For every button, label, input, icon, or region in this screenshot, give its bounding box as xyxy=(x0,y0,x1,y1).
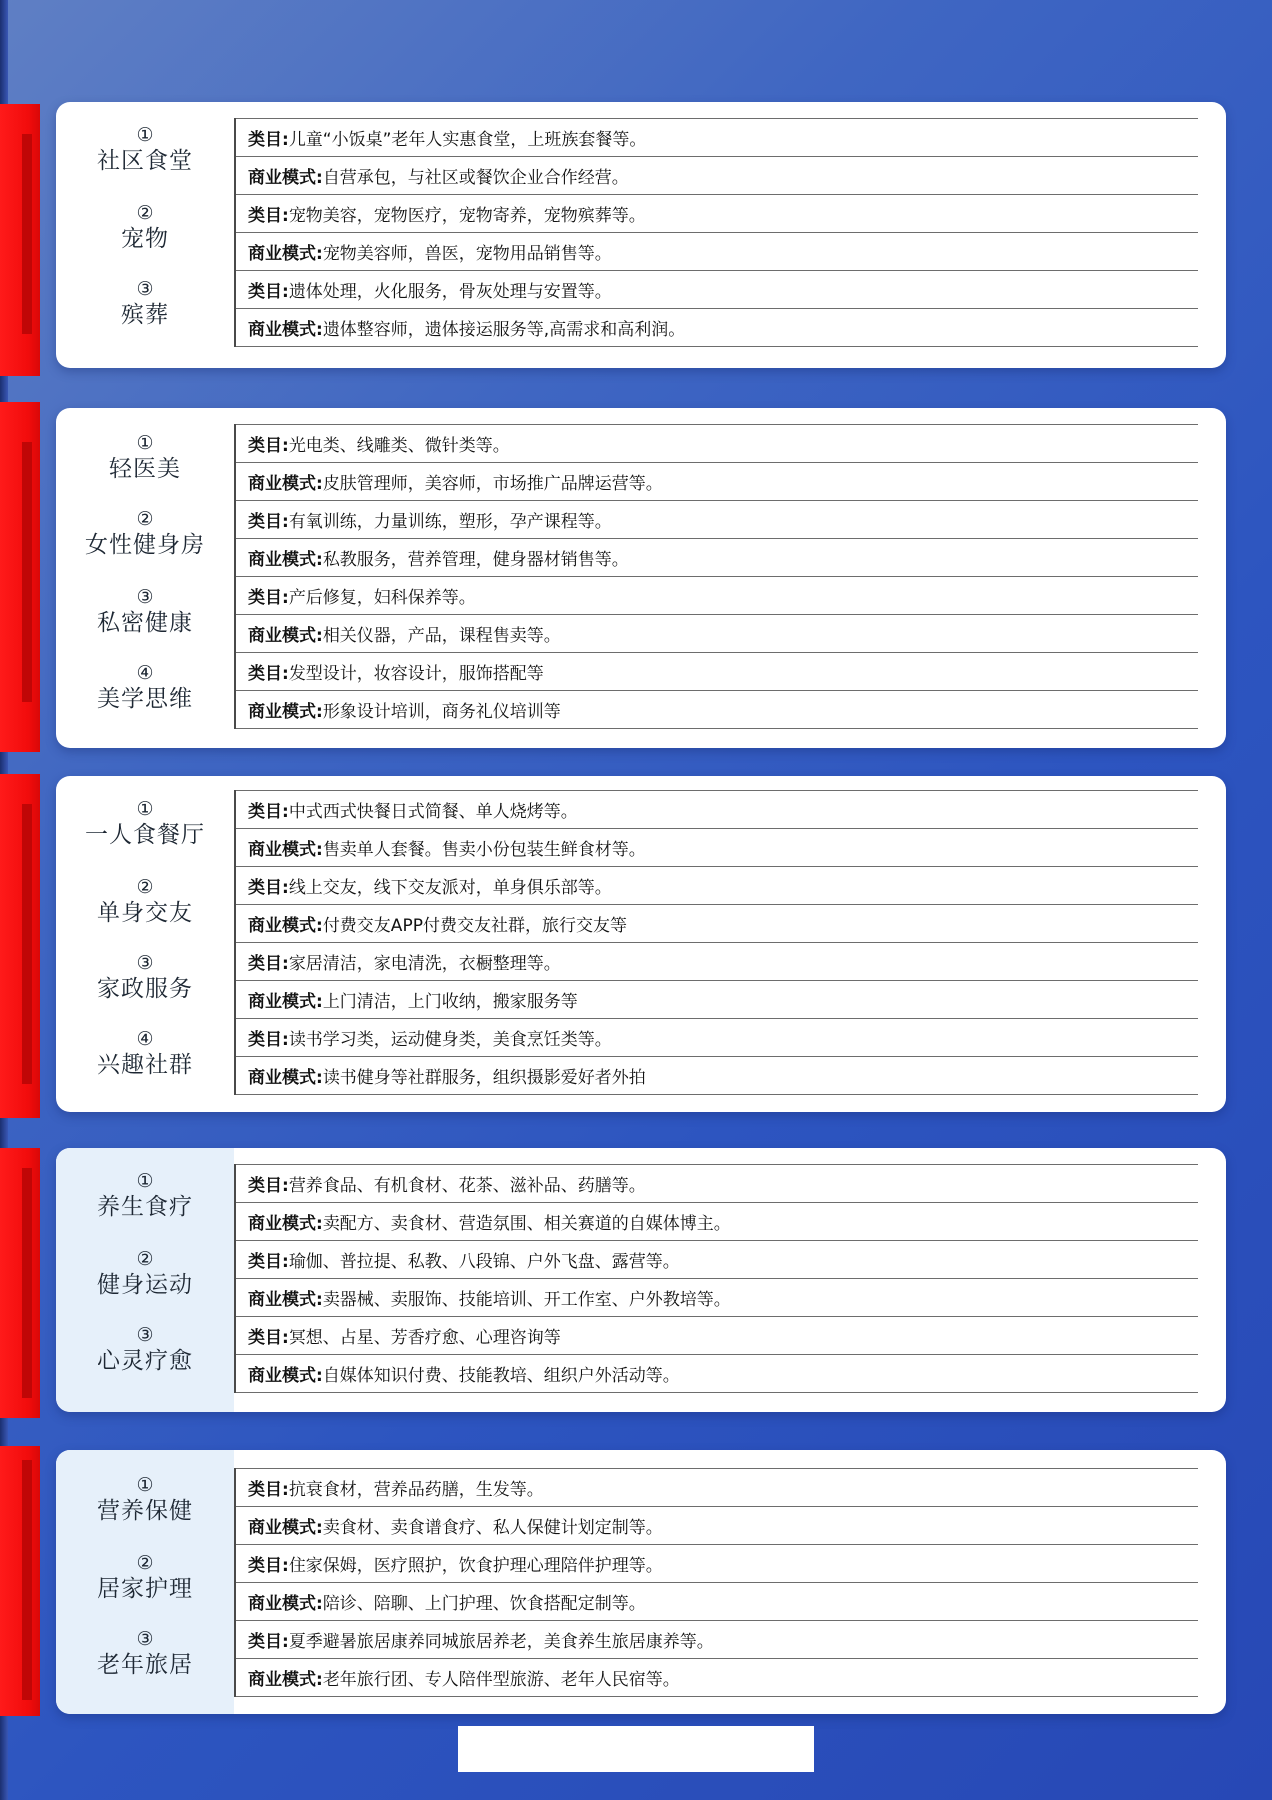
detail-row xyxy=(236,233,1198,271)
category-name: 健身运动 xyxy=(97,1272,193,1298)
detail-row xyxy=(236,1355,1198,1393)
category-item xyxy=(56,1474,234,1526)
detail-row xyxy=(236,1621,1198,1659)
detail-row xyxy=(236,539,1198,577)
row-text: 抗衰食材，营养品药膳，生发等。 xyxy=(288,1480,544,1500)
category-number: ② xyxy=(136,1552,154,1574)
category-name: 老年旅居 xyxy=(97,1652,193,1678)
row-label: 商业模式: xyxy=(248,840,323,860)
category-number: ② xyxy=(136,508,154,530)
row-text: 卖食材、卖食谱食疗、私人保健计划定制等。 xyxy=(322,1518,663,1538)
detail-table xyxy=(234,1164,1198,1393)
row-label: 类目: xyxy=(248,1030,289,1050)
detail-table xyxy=(234,790,1198,1095)
row-text: 宠物美容，宠物医疗，宠物寄养，宠物殡葬等。 xyxy=(288,206,646,226)
detail-row xyxy=(236,157,1198,195)
detail-row xyxy=(236,1019,1198,1057)
row-label: 商业模式: xyxy=(248,320,323,340)
row-text: 中式西式快餐日式简餐、单人烧烤等。 xyxy=(288,802,578,822)
section-1-red-tab xyxy=(0,104,40,376)
category-column xyxy=(56,1148,234,1412)
section-card-5 xyxy=(56,1450,1226,1714)
row-text: 老年旅行团、专人陪伴型旅游、老年人民宿等。 xyxy=(322,1670,680,1690)
detail-row xyxy=(236,463,1198,501)
section-card-2 xyxy=(56,408,1226,748)
category-number: ② xyxy=(136,1248,154,1270)
category-number: ③ xyxy=(136,278,154,300)
row-label: 类目: xyxy=(248,1556,289,1576)
category-number: ④ xyxy=(136,1028,154,1050)
detail-row xyxy=(236,653,1198,691)
category-name: 养生食疗 xyxy=(97,1194,193,1220)
section-4-red-tab xyxy=(0,1148,40,1418)
row-text: 付费交友APP付费交友社群，旅行交友等 xyxy=(322,916,627,936)
row-label: 类目: xyxy=(248,1176,289,1196)
row-label: 商业模式: xyxy=(248,244,323,264)
detail-table xyxy=(234,1468,1198,1697)
row-label: 商业模式: xyxy=(248,916,323,936)
row-text: 自媒体知识付费、技能教培、组织户外活动等。 xyxy=(322,1366,680,1386)
detail-row xyxy=(236,1659,1198,1697)
row-text: 上门清洁，上门收纳，搬家服务等 xyxy=(322,992,578,1012)
row-text: 售卖单人套餐。售卖小份包装生鲜食材等。 xyxy=(322,840,646,860)
category-item xyxy=(56,952,234,1004)
row-label: 类目: xyxy=(248,436,289,456)
detail-row xyxy=(236,1545,1198,1583)
detail-row xyxy=(236,1317,1198,1355)
category-number: ① xyxy=(136,432,154,454)
category-number: ① xyxy=(136,124,154,146)
detail-row xyxy=(236,1241,1198,1279)
category-item xyxy=(56,124,234,176)
category-name: 兴趣社群 xyxy=(97,1052,193,1078)
detail-row xyxy=(236,1203,1198,1241)
row-text: 私教服务，营养管理，健身器材销售等。 xyxy=(322,550,629,570)
category-column xyxy=(56,1450,234,1714)
category-name: 女性健身房 xyxy=(85,532,205,558)
row-label: 商业模式: xyxy=(248,474,323,494)
row-text: 卖配方、卖食材、营造氛围、相关赛道的自媒体博主。 xyxy=(322,1214,731,1234)
row-label: 商业模式: xyxy=(248,1290,323,1310)
row-text: 夏季避暑旅居康养同城旅居养老，美食养生旅居康养等。 xyxy=(288,1632,714,1652)
detail-row xyxy=(236,691,1198,729)
row-label: 商业模式: xyxy=(248,1670,323,1690)
category-name: 一人食餐厅 xyxy=(85,822,205,848)
section-card-3 xyxy=(56,776,1226,1112)
category-item xyxy=(56,662,234,714)
category-item xyxy=(56,798,234,850)
category-number: ② xyxy=(136,876,154,898)
detail-row xyxy=(236,1057,1198,1095)
row-text: 遗体处理，火化服务，骨灰处理与安置等。 xyxy=(288,282,612,302)
row-label: 商业模式: xyxy=(248,626,323,646)
row-text: 宠物美容师，兽医，宠物用品销售等。 xyxy=(322,244,612,264)
category-name: 美学思维 xyxy=(97,686,193,712)
category-name: 社区食堂 xyxy=(97,148,193,174)
detail-row xyxy=(236,905,1198,943)
detail-row xyxy=(236,1507,1198,1545)
row-label: 商业模式: xyxy=(248,1518,323,1538)
category-number: ① xyxy=(136,1474,154,1496)
category-name: 家政服务 xyxy=(97,976,193,1002)
row-label: 商业模式: xyxy=(248,1214,323,1234)
category-number: ④ xyxy=(136,662,154,684)
row-text: 陪诊、陪聊、上门护理、饮食搭配定制等。 xyxy=(322,1594,646,1614)
category-item xyxy=(56,432,234,484)
category-item xyxy=(56,876,234,928)
detail-row xyxy=(236,943,1198,981)
category-item xyxy=(56,1028,234,1080)
row-label: 类目: xyxy=(248,588,289,608)
category-number: ① xyxy=(136,1170,154,1192)
row-text: 发型设计，妆容设计，服饰搭配等 xyxy=(288,664,544,684)
row-label: 类目: xyxy=(248,954,289,974)
category-item xyxy=(56,1248,234,1300)
category-name: 私密健康 xyxy=(97,610,193,636)
category-item xyxy=(56,1552,234,1604)
row-text: 读书学习类，运动健身类，美食烹饪类等。 xyxy=(288,1030,612,1050)
row-text: 线上交友，线下交友派对，单身俱乐部等。 xyxy=(288,878,612,898)
row-label: 商业模式: xyxy=(248,702,323,722)
row-text: 儿童“小饭桌”老年人实惠食堂，上班族套餐等。 xyxy=(288,130,647,150)
row-text: 产后修复，妇科保养等。 xyxy=(288,588,476,608)
row-label: 类目: xyxy=(248,282,289,302)
row-label: 类目: xyxy=(248,1632,289,1652)
detail-row xyxy=(236,1583,1198,1621)
row-label: 类目: xyxy=(248,1480,289,1500)
detail-table xyxy=(234,424,1198,729)
row-text: 皮肤管理师，美容师，市场推广品牌运营等。 xyxy=(322,474,663,494)
row-label: 商业模式: xyxy=(248,1594,323,1614)
category-number: ③ xyxy=(136,1324,154,1346)
row-label: 类目: xyxy=(248,130,289,150)
detail-row xyxy=(236,981,1198,1019)
row-text: 家居清洁，家电清洗，衣橱整理等。 xyxy=(288,954,561,974)
row-label: 类目: xyxy=(248,664,289,684)
detail-row xyxy=(236,867,1198,905)
detail-row xyxy=(236,118,1198,157)
row-label: 商业模式: xyxy=(248,168,323,188)
row-text: 遗体整容师，遗体接运服务等,高需求和高利润。 xyxy=(322,320,686,340)
row-label: 商业模式: xyxy=(248,1366,323,1386)
section-3-red-tab xyxy=(0,774,40,1118)
category-name: 居家护理 xyxy=(97,1576,193,1602)
detail-row xyxy=(236,501,1198,539)
category-item xyxy=(56,508,234,560)
category-item xyxy=(56,202,234,254)
detail-row xyxy=(236,271,1198,309)
category-item xyxy=(56,1628,234,1680)
detail-row xyxy=(236,615,1198,653)
category-name: 营养保健 xyxy=(97,1498,193,1524)
row-label: 类目: xyxy=(248,1328,289,1348)
row-text: 读书健身等社群服务，组织摄影爱好者外拍 xyxy=(322,1068,646,1088)
detail-row xyxy=(236,424,1198,463)
category-name: 单身交友 xyxy=(97,900,193,926)
detail-table xyxy=(234,118,1198,347)
category-number: ③ xyxy=(136,1628,154,1650)
section-5-red-tab xyxy=(0,1446,40,1716)
category-number: ③ xyxy=(136,586,154,608)
category-name: 宠物 xyxy=(121,226,169,252)
detail-row xyxy=(236,1164,1198,1203)
category-number: ② xyxy=(136,202,154,224)
category-number: ③ xyxy=(136,952,154,974)
row-label: 商业模式: xyxy=(248,992,323,1012)
row-text: 瑜伽、普拉提、私教、八段锦、户外飞盘、露营等。 xyxy=(288,1252,680,1272)
category-name: 殡葬 xyxy=(121,302,169,328)
category-item xyxy=(56,1170,234,1222)
category-number: ① xyxy=(136,798,154,820)
detail-row xyxy=(236,790,1198,829)
row-text: 卖器械、卖服饰、技能培训、开工作室、户外教培等。 xyxy=(322,1290,731,1310)
row-text: 营养食品、有机食材、花茶、滋补品、药膳等。 xyxy=(288,1176,646,1196)
category-name: 轻医美 xyxy=(109,456,181,482)
row-text: 自营承包，与社区或餐饮企业合作经营。 xyxy=(322,168,629,188)
row-text: 光电类、线雕类、微针类等。 xyxy=(288,436,510,456)
row-label: 类目: xyxy=(248,878,289,898)
section-2-red-tab xyxy=(0,402,40,752)
detail-row xyxy=(236,1468,1198,1507)
detail-row xyxy=(236,829,1198,867)
row-label: 类目: xyxy=(248,206,289,226)
section-card-4 xyxy=(56,1148,1226,1412)
detail-row xyxy=(236,577,1198,615)
category-column xyxy=(56,776,234,1112)
row-text: 形象设计培训，商务礼仪培训等 xyxy=(322,702,561,722)
section-card-1 xyxy=(56,102,1226,368)
row-label: 商业模式: xyxy=(248,1068,323,1088)
category-item xyxy=(56,1324,234,1376)
detail-row xyxy=(236,195,1198,233)
category-name: 心灵疗愈 xyxy=(97,1348,193,1374)
category-column xyxy=(56,408,234,748)
category-item xyxy=(56,586,234,638)
footer-blank-box xyxy=(458,1726,814,1772)
row-text: 有氧训练，力量训练，塑形，孕产课程等。 xyxy=(288,512,612,532)
row-label: 类目: xyxy=(248,1252,289,1272)
row-text: 住家保姆，医疗照护，饮食护理心理陪伴护理等。 xyxy=(288,1556,663,1576)
row-label: 类目: xyxy=(248,802,289,822)
category-column xyxy=(56,102,234,368)
row-label: 商业模式: xyxy=(248,550,323,570)
category-item xyxy=(56,278,234,330)
detail-row xyxy=(236,309,1198,347)
detail-row xyxy=(236,1279,1198,1317)
row-text: 冥想、占星、芳香疗愈、心理咨询等 xyxy=(288,1328,561,1348)
row-label: 类目: xyxy=(248,512,289,532)
row-text: 相关仪器，产品，课程售卖等。 xyxy=(322,626,561,646)
